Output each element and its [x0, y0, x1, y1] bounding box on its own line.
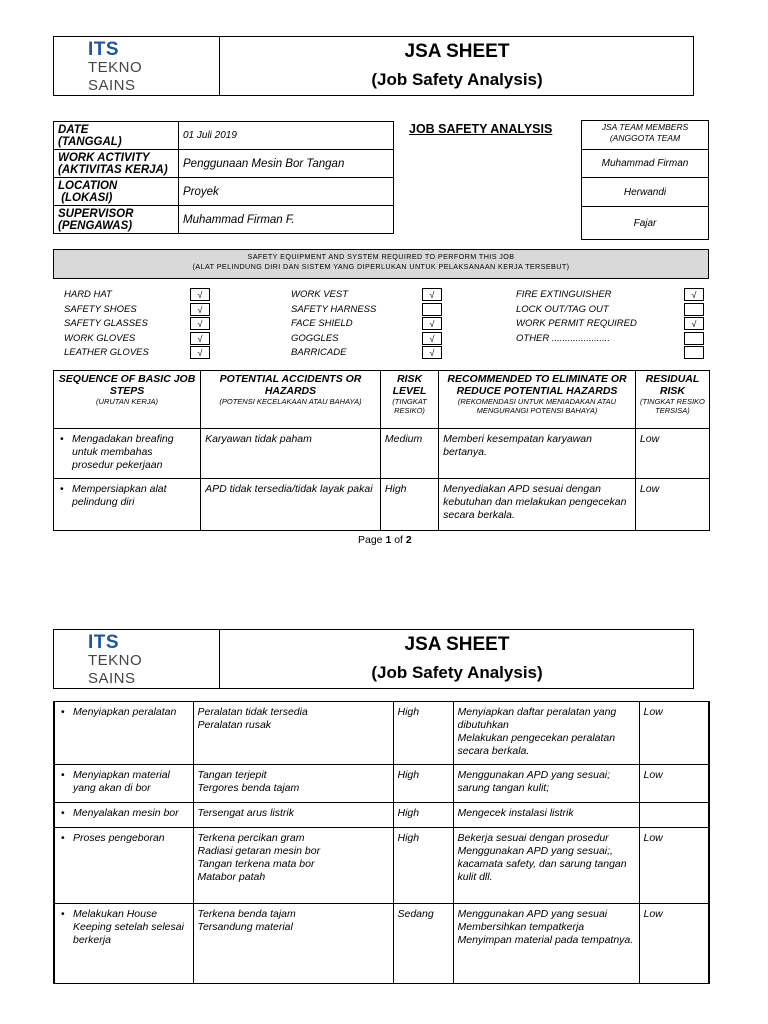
equipment-checkbox[interactable]	[422, 303, 442, 316]
sheet-subtitle: (Job Safety Analysis)	[371, 663, 543, 682]
hazard-cell: Karyawan tidak paham	[201, 429, 381, 479]
equipment-label: FIRE EXTINGUISHER	[516, 289, 612, 300]
residual-risk-cell: Low	[635, 429, 709, 479]
logo-its: ITS	[88, 39, 120, 60]
equipment-label: SAFETY SHOES	[64, 303, 137, 315]
recommendation-cell: Menggunakan APD yang sesuai; sarung tangan kulit;	[453, 765, 639, 803]
sheet-title: JSA SHEET	[404, 41, 510, 62]
hazard-cell: Tangan terjepit Tergores benda tajam	[193, 765, 393, 803]
team-member: Muhammad Firman	[582, 150, 709, 178]
equipment-checkbox[interactable]	[684, 332, 704, 345]
equipment-label: LOCK OUT/TAG OUT	[516, 303, 609, 315]
supervisor-label: SUPERVISOR (PENGAWAS)	[54, 206, 179, 234]
date-label: DATE (TANGGAL)	[54, 122, 179, 150]
risk-cell: Medium	[380, 429, 438, 479]
team-member: Herwandi	[582, 178, 709, 207]
equipment-checkbox[interactable]: √	[190, 317, 210, 330]
jsa-heading: JOB SAFETY ANALYSIS	[409, 122, 553, 136]
residual-risk-cell: Low	[639, 765, 709, 803]
activity-label: WORK ACTIVITY (AKTIVITAS KERJA)	[54, 150, 179, 178]
equipment-label: BARRICADE	[291, 347, 347, 359]
equipment-checkbox[interactable]: √	[422, 317, 442, 330]
job-info-table	[53, 121, 394, 234]
header-box-page1	[53, 36, 694, 96]
col-steps-header: SEQUENCE OF BASIC JOB STEPS (URUTAN KERJA)	[54, 371, 201, 429]
table-row	[54, 702, 709, 765]
job-step-cell: • Mengadakan breafing untuk membahas prosedur pekerjaan	[54, 429, 201, 479]
equipment-label: SAFETY GLASSES	[64, 318, 148, 330]
equipment-checkbox[interactable]: √	[422, 288, 442, 301]
equipment-band	[53, 249, 709, 279]
table-row	[54, 828, 709, 904]
header-box-page2	[53, 629, 694, 689]
recommendation-cell: Mengecek instalasi listrik	[453, 803, 639, 828]
logo-its: ITS	[88, 632, 120, 653]
residual-risk-cell: Low	[639, 702, 709, 765]
equipment-label: WORK GLOVES	[64, 332, 136, 344]
logo-tekno: TEKNO	[88, 59, 143, 76]
equipment-label: SAFETY HARNESS	[291, 303, 377, 315]
equipment-checkbox[interactable]: √	[190, 303, 210, 316]
residual-risk-cell	[639, 803, 709, 828]
team-label: JSA TEAM MEMBERS (ANGGOTA TEAM	[582, 121, 709, 150]
equipment-checkbox[interactable]: √	[422, 332, 442, 345]
sheet-title: JSA SHEET	[404, 634, 510, 655]
job-step-cell: • Melakukan House Keeping setelah selesai berkerja	[54, 904, 193, 984]
equipment-checkbox[interactable]: √	[190, 332, 210, 345]
hazard-cell: APD tidak tersedia/tidak layak pakai	[201, 479, 381, 531]
risk-cell: Sedang	[393, 904, 453, 984]
team-table	[581, 120, 709, 240]
team-member: Fajar	[582, 207, 709, 240]
table-row	[54, 479, 710, 531]
its-logo	[54, 37, 219, 95]
table-row	[54, 904, 709, 984]
recommendation-cell: Menyediakan APD sesuai dengan kebutuhan dan melakukan pengecekan secara berkala.	[439, 479, 636, 531]
job-step-cell: • Proses pengeboran	[54, 828, 193, 904]
hazard-cell: Peralatan tidak tersedia Peralatan rusak	[193, 702, 393, 765]
col-hazards-header: POTENTIAL ACCIDENTS OR HAZARDS (POTENSI KECELAKAAN ATAU BAHAYA)	[201, 371, 381, 429]
hazard-cell: Tersengat arus listrik	[193, 803, 393, 828]
equipment-label: OTHER ......................	[516, 332, 610, 344]
hazard-table-page2	[53, 701, 710, 984]
col-recommend-header: RECOMMENDED TO ELIMINATE OR REDUCE POTENTIAL HAZARDS (REKOMENDASI UNTUK MENIADAKAN ATAU MENGURANGI POTENSI BAHAYA)	[439, 371, 636, 429]
risk-cell: High	[380, 479, 438, 531]
hazard-cell: Terkena benda tajam Tersandung material	[193, 904, 393, 984]
risk-cell: High	[393, 765, 453, 803]
table-row	[54, 429, 710, 479]
job-step-cell: • Menyalakan mesin bor	[54, 803, 193, 828]
recommendation-cell: Menyiapkan daftar peralatan yang dibutuhkan Melakukan pengecekan peralatan secara berkala.	[453, 702, 639, 765]
equipment-checkbox[interactable]	[684, 303, 704, 316]
hazard-cell: Terkena percikan gram Radiasi getaran mesin bor Tangan terkena mata bor Matabor patah	[193, 828, 393, 904]
logo-sains: SAINS	[88, 77, 136, 94]
equipment-checkbox[interactable]: √	[684, 288, 704, 301]
risk-cell: High	[393, 702, 453, 765]
equipment-label: WORK PERMIT REQUIRED	[516, 318, 637, 330]
recommendation-cell: Memberi kesempatan karyawan bertanya.	[439, 429, 636, 479]
table-row	[54, 803, 709, 828]
activity-value: Penggunaan Mesin Bor Tangan	[179, 150, 394, 178]
equipment-checkbox[interactable]: √	[684, 317, 704, 330]
its-logo	[54, 630, 219, 688]
equipment-label: LEATHER GLOVES	[64, 347, 149, 359]
sheet-subtitle: (Job Safety Analysis)	[371, 70, 543, 89]
equipment-label: WORK VEST	[291, 289, 349, 300]
job-step-cell: • Menyiapkan peralatan	[54, 702, 193, 765]
equipment-checkbox[interactable]: √	[422, 346, 442, 359]
risk-cell: High	[393, 803, 453, 828]
residual-risk-cell: Low	[635, 479, 709, 531]
job-step-cell: • Menyiapkan material yang akan di bor	[54, 765, 193, 803]
job-step-cell: • Mempersiapkan alat pelindung diri	[54, 479, 201, 531]
equipment-label: FACE SHIELD	[291, 318, 353, 330]
residual-risk-cell: Low	[639, 904, 709, 984]
page-number: Page 1 of 2	[358, 534, 412, 546]
recommendation-cell: Bekerja sesuai dengan prosedur Menggunakan APD yang sesuai;, kacamata safety, dan sarung tangan kulit dll.	[453, 828, 639, 904]
logo-tekno: TEKNO	[88, 652, 143, 669]
location-label: LOCATION (LOKASI)	[54, 178, 179, 206]
equipment-label: GOGGLES	[291, 332, 339, 344]
risk-cell: High	[393, 828, 453, 904]
equipment-checkbox[interactable]: √	[190, 346, 210, 359]
band-line1: SAFETY EQUIPMENT AND SYSTEM REQUIRED TO PERFORM THIS JOB	[247, 252, 515, 261]
equipment-label: HARD HAT	[64, 289, 112, 300]
location-value: Proyek	[179, 178, 394, 206]
equipment-checkbox[interactable]	[684, 346, 704, 359]
supervisor-value: Muhammad Firman F.	[179, 206, 394, 234]
residual-risk-cell: Low	[639, 828, 709, 904]
date-value: 01 Juli 2019	[179, 122, 394, 150]
band-line2: (ALAT PELINDUNG DIRI DAN SISTEM YANG DIPERLUKAN UNTUK PELAKSANAAN KERJA TERSEBUT)	[192, 262, 570, 271]
hazard-table-page1	[53, 370, 710, 531]
col-residual-header: RESIDUAL RISK (TINGKAT RESIKO TERSISA)	[635, 371, 709, 429]
col-risk-header: RISK LEVEL (TINGKAT RESIKO)	[380, 371, 438, 429]
recommendation-cell: Menggunakan APD yang sesuai Membersihkan tempatkerja Menyimpan material pada tempatnya.	[453, 904, 639, 984]
table-row	[54, 765, 709, 803]
equipment-checkbox[interactable]: √	[190, 288, 210, 301]
logo-sains: SAINS	[88, 670, 136, 687]
